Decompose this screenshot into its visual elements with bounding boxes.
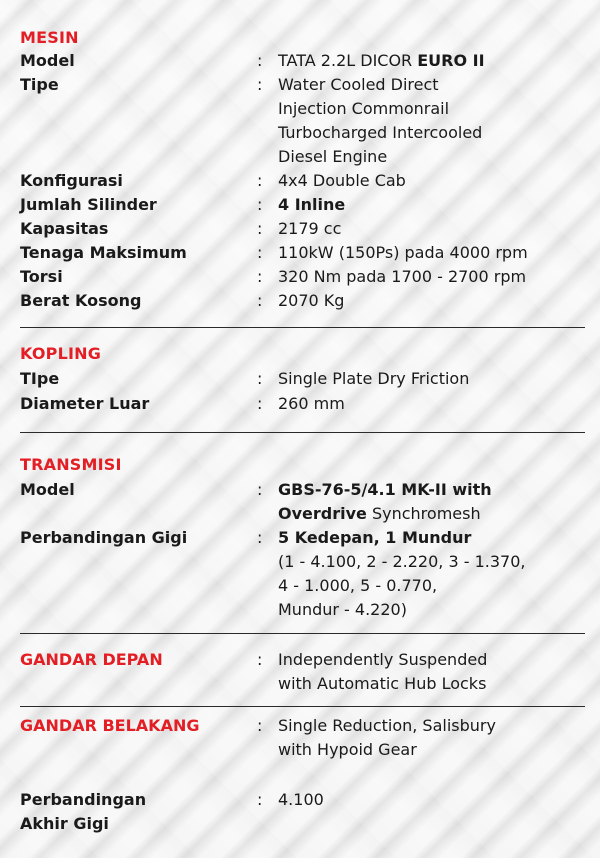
value-bold: EURO II bbox=[417, 51, 485, 70]
section-heading-transmisi: TRANSMISI bbox=[20, 455, 122, 474]
value-line: Water Cooled Direct bbox=[278, 75, 439, 94]
spec-label: Tenaga Maksimum bbox=[20, 243, 187, 262]
value-line: (1 - 4.100, 2 - 2.220, 3 - 1.370, bbox=[278, 552, 526, 571]
spec-value: 4 Inline bbox=[278, 195, 346, 214]
value-bold: Overdrive bbox=[278, 504, 367, 523]
value-line: Injection Commonrail bbox=[278, 99, 450, 118]
value-bold: 5 Kedepan, 1 Mundur bbox=[278, 528, 472, 547]
spec-value: 320 Nm pada 1700 - 2700 rpm bbox=[278, 267, 527, 286]
value-normal: TATA 2.2L DICOR bbox=[278, 51, 418, 70]
spec-colon: : bbox=[257, 51, 263, 70]
spec-label: Model bbox=[20, 480, 75, 499]
spec-value: 2070 Kg bbox=[278, 291, 345, 310]
value-line: with Hypoid Gear bbox=[278, 740, 417, 759]
spec-value: 4x4 Double Cab bbox=[278, 171, 406, 190]
spec-colon: : bbox=[257, 291, 263, 310]
spec-value bbox=[278, 714, 496, 762]
spec-value bbox=[278, 526, 525, 622]
spec-label: Diameter Luar bbox=[20, 394, 150, 413]
spec-colon: : bbox=[257, 790, 263, 809]
section-divider bbox=[20, 327, 585, 328]
spec-colon: : bbox=[257, 528, 263, 547]
spec-colon: : bbox=[257, 650, 263, 669]
value-line: Single Reduction, Salisbury bbox=[278, 716, 496, 735]
section-divider bbox=[20, 706, 585, 707]
value-normal: Synchromesh bbox=[366, 504, 481, 523]
spec-value bbox=[278, 648, 487, 696]
section-heading-gandar-depan: GANDAR DEPAN bbox=[20, 650, 163, 669]
spec-colon: : bbox=[257, 219, 263, 238]
spec-colon: : bbox=[257, 171, 263, 190]
spec-value bbox=[278, 49, 485, 73]
spec-colon: : bbox=[257, 267, 263, 286]
section-heading-gandar-belakang: GANDAR BELAKANG bbox=[20, 716, 200, 735]
label-line: Akhir Gigi bbox=[20, 814, 109, 833]
spec-label: TIpe bbox=[20, 369, 60, 388]
label-line: Perbandingan bbox=[20, 790, 147, 809]
spec-colon: : bbox=[257, 369, 263, 388]
spec-colon: : bbox=[257, 75, 263, 94]
spec-label: Jumlah Silinder bbox=[20, 195, 157, 214]
spec-colon: : bbox=[257, 394, 263, 413]
spec-label bbox=[20, 788, 146, 836]
spec-label: Torsi bbox=[20, 267, 63, 286]
spec-colon: : bbox=[257, 716, 263, 735]
value-line: Diesel Engine bbox=[278, 147, 388, 166]
spec-value bbox=[278, 73, 482, 169]
spec-label: Konfigurasi bbox=[20, 171, 123, 190]
spec-value: 2179 cc bbox=[278, 219, 342, 238]
section-divider bbox=[20, 633, 585, 634]
spec-label: Perbandingan Gigi bbox=[20, 528, 188, 547]
spec-value: 4.100 bbox=[278, 790, 324, 809]
section-divider bbox=[20, 432, 585, 433]
spec-colon: : bbox=[257, 243, 263, 262]
spec-label: Tipe bbox=[20, 75, 59, 94]
spec-value bbox=[278, 478, 492, 526]
spec-label: Berat Kosong bbox=[20, 291, 142, 310]
value-line: Mundur - 4.220) bbox=[278, 600, 407, 619]
spec-label: Model bbox=[20, 51, 75, 70]
spec-colon: : bbox=[257, 480, 263, 499]
spec-value: Single Plate Dry Friction bbox=[278, 369, 470, 388]
value-line: Turbocharged Intercooled bbox=[278, 123, 483, 142]
spec-value: 260 mm bbox=[278, 394, 345, 413]
section-heading-mesin: MESIN bbox=[20, 28, 79, 47]
spec-value: 110kW (150Ps) pada 4000 rpm bbox=[278, 243, 528, 262]
spec-colon: : bbox=[257, 195, 263, 214]
section-heading-kopling: KOPLING bbox=[20, 344, 102, 363]
value-line: with Automatic Hub Locks bbox=[278, 674, 487, 693]
value-bold: GBS-76-5/4.1 MK-II with bbox=[278, 480, 492, 499]
value-line: 4 - 1.000, 5 - 0.770, bbox=[278, 576, 438, 595]
spec-label: Kapasitas bbox=[20, 219, 109, 238]
value-line: Independently Suspended bbox=[278, 650, 488, 669]
